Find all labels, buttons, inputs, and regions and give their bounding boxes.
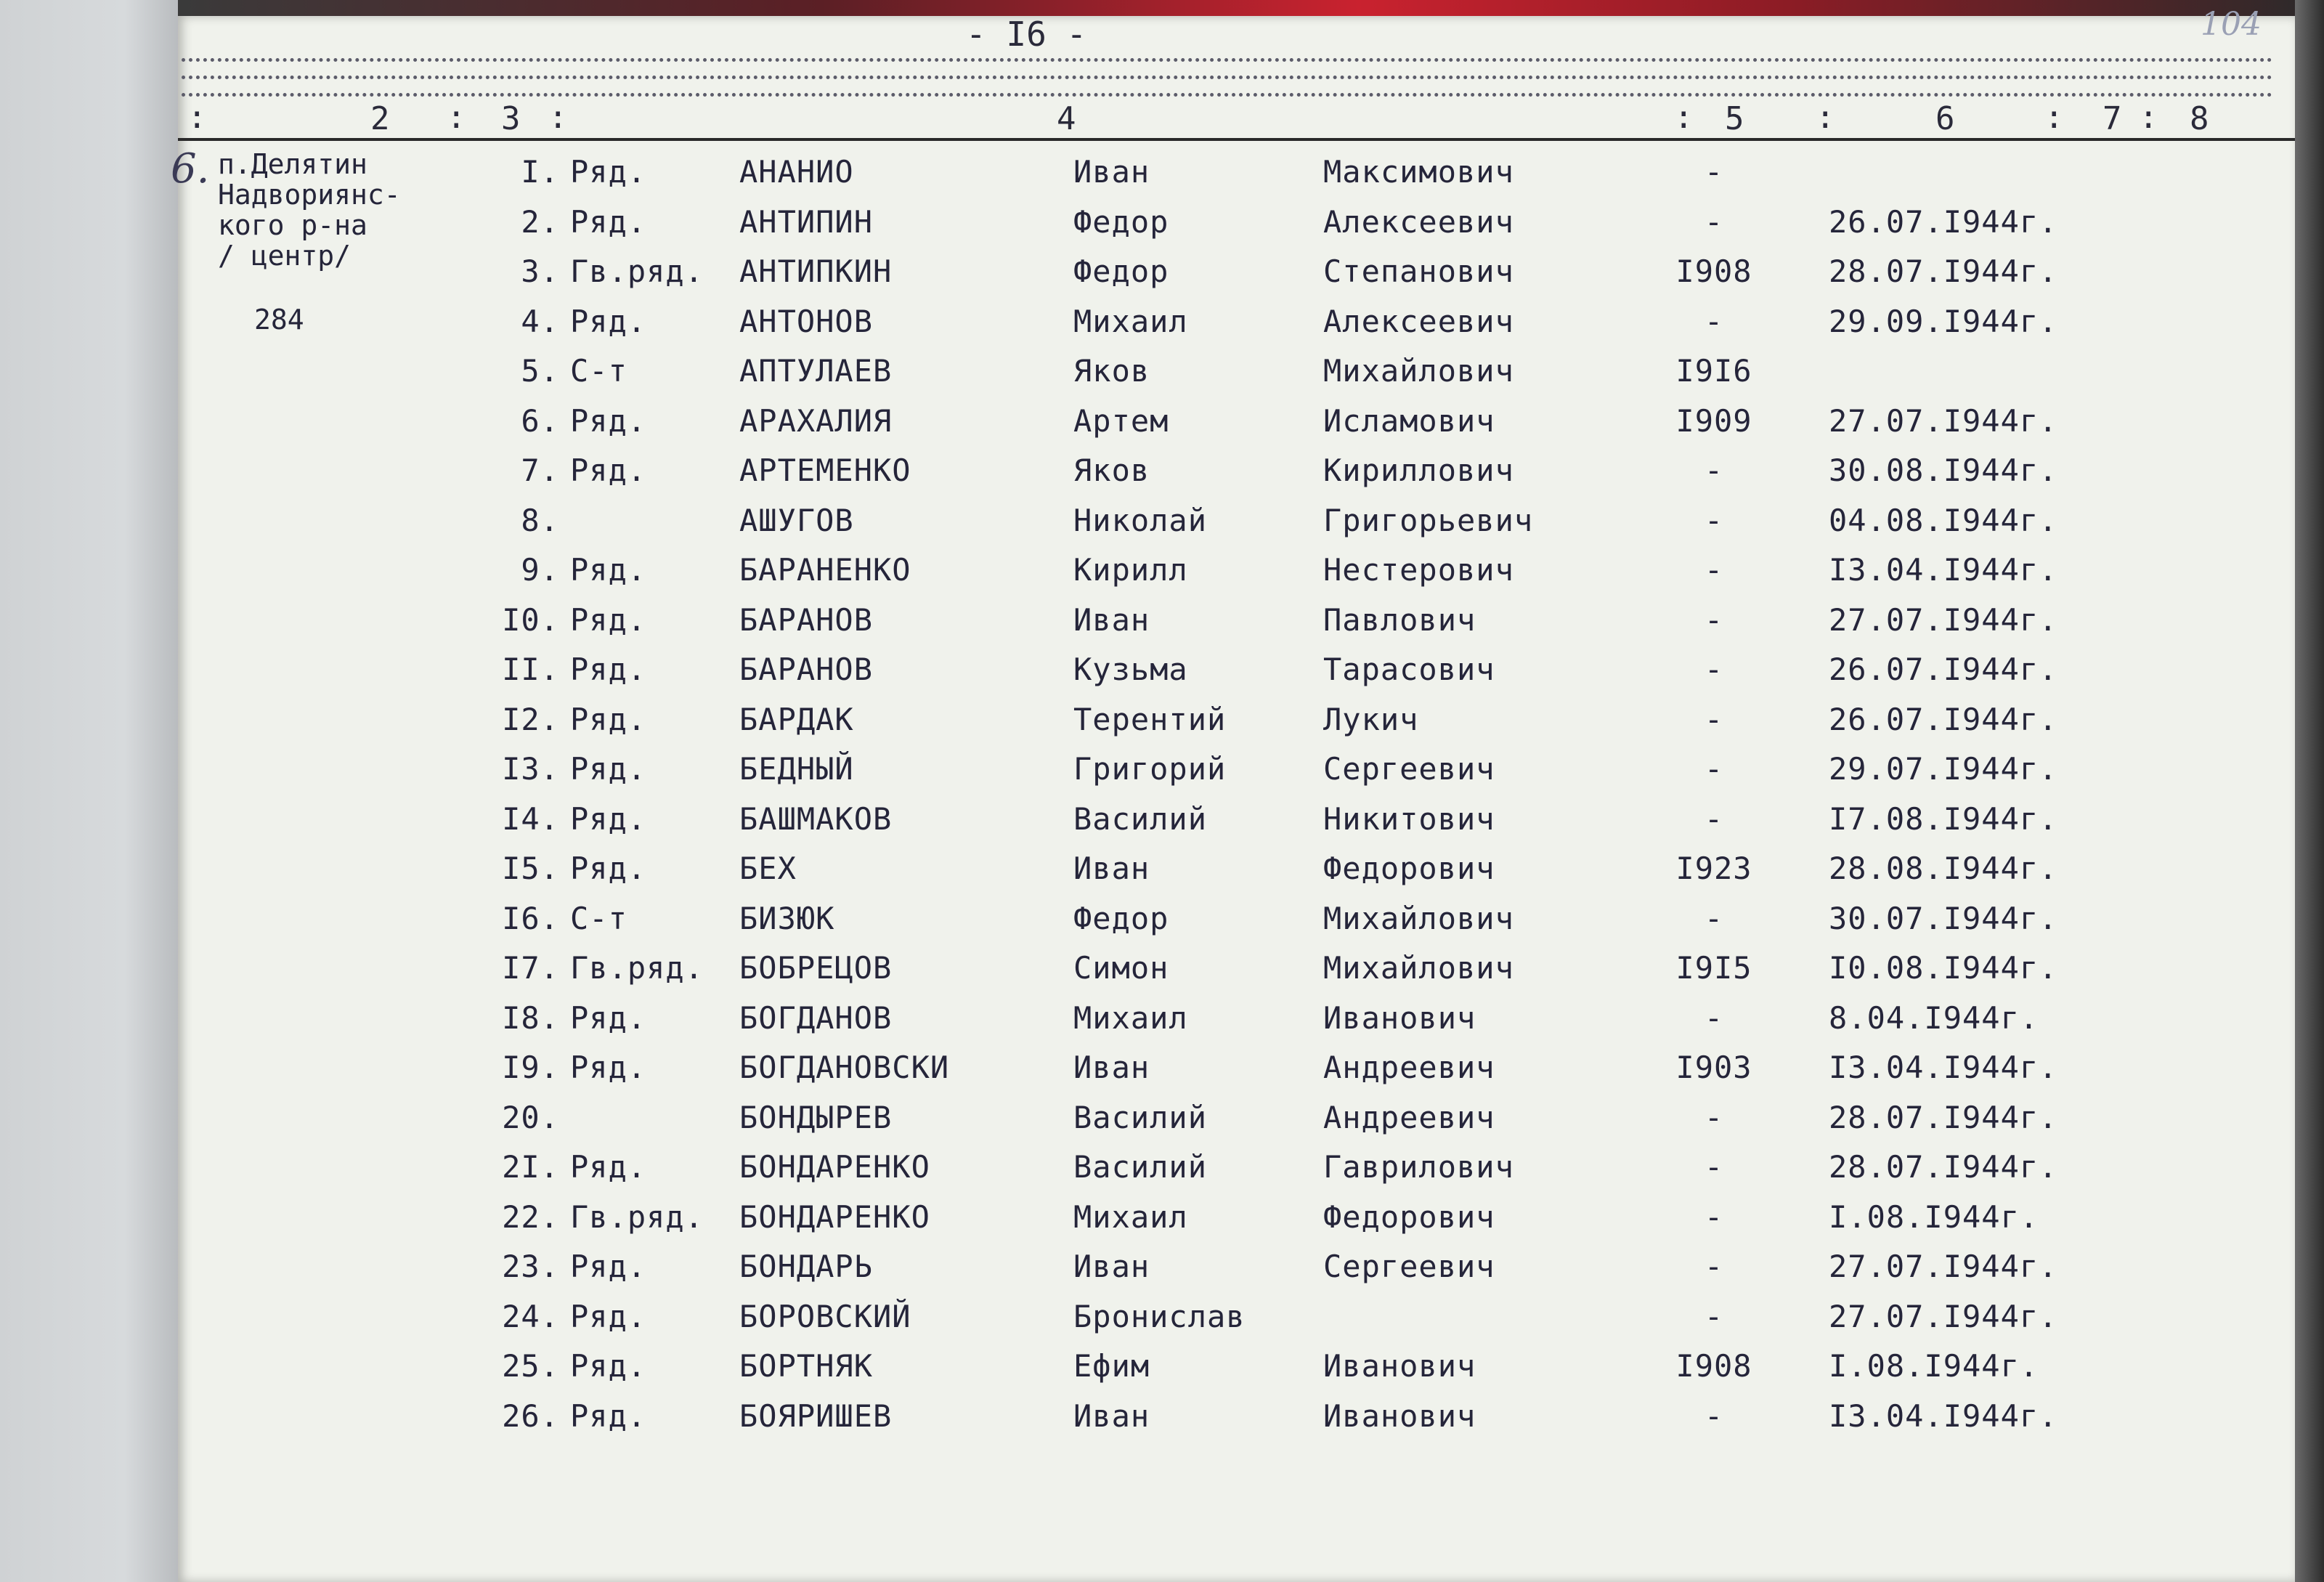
record-death-date: I7.08.I944г. xyxy=(1829,800,2058,837)
column-separator: : xyxy=(1674,99,1694,136)
record-number: I6. xyxy=(502,900,559,936)
record-number: 6. xyxy=(521,402,559,439)
record-patronymic: Алексеевич xyxy=(1323,303,1514,339)
record-first-name: Яков xyxy=(1073,453,1150,488)
record-death-date: 26.07.I944г. xyxy=(1829,701,2058,737)
record-number: 8. xyxy=(521,502,559,538)
header-rule xyxy=(178,138,2295,141)
record-number: 9. xyxy=(521,552,559,588)
record-number: I3. xyxy=(502,751,559,787)
record-rank: Ряд. xyxy=(570,1249,647,1284)
record-rank: Ряд. xyxy=(570,701,647,737)
table-row xyxy=(0,1000,2295,1050)
record-birth-year: I908 xyxy=(1675,253,1752,289)
record-patronymic: Степанович xyxy=(1323,253,1514,289)
record-surname: БЕХ xyxy=(739,851,797,886)
column-separator: : xyxy=(2044,99,2064,136)
record-first-name: Иван xyxy=(1073,1249,1150,1284)
record-patronymic: Сергеевич xyxy=(1323,751,1495,787)
record-first-name: Кузьма xyxy=(1073,652,1188,687)
record-surname: АРТЕМЕНКО xyxy=(739,453,911,488)
record-birth-year: I909 xyxy=(1675,402,1752,439)
record-rank: С-т xyxy=(570,353,627,389)
record-death-date: 27.07.I944г. xyxy=(1829,402,2058,439)
record-patronymic: Никитович xyxy=(1323,800,1495,837)
record-death-date: I3.04.I944г. xyxy=(1829,1398,2058,1434)
record-death-date: I3.04.I944г. xyxy=(1829,552,2058,588)
record-surname: БОРОВСКИЙ xyxy=(739,1298,911,1334)
record-rank: Гв.ряд. xyxy=(570,1198,704,1235)
record-patronymic: Григорьевич xyxy=(1323,502,1534,538)
record-number: 4. xyxy=(521,303,559,339)
record-birth-year: - xyxy=(1704,1198,1724,1235)
record-first-name: Михаил xyxy=(1073,1198,1188,1235)
record-birth-year: I908 xyxy=(1675,1348,1752,1384)
record-number: I0. xyxy=(502,601,559,638)
record-birth-year: - xyxy=(1704,502,1724,538)
record-first-name: Иван xyxy=(1073,851,1150,886)
record-patronymic: Сергеевич xyxy=(1323,1249,1495,1284)
record-surname: БОБРЕЦОВ xyxy=(739,950,893,986)
record-number: I9. xyxy=(502,1050,559,1085)
record-rank: Гв.ряд. xyxy=(570,950,704,986)
record-number: I2. xyxy=(502,701,559,737)
column-header: 5 xyxy=(1725,100,1744,137)
dotted-divider xyxy=(182,58,2273,62)
burial-place-line: Надвориянс- xyxy=(218,179,401,211)
record-birth-year: - xyxy=(1704,1099,1724,1135)
record-surname: БАРАНЕНКО xyxy=(739,552,911,588)
record-number: 20. xyxy=(502,1099,559,1135)
record-rank: Ряд. xyxy=(570,1050,647,1085)
table-row xyxy=(0,453,2295,503)
record-patronymic: Павлович xyxy=(1323,601,1476,638)
record-death-date: 27.07.I944г. xyxy=(1829,1249,2058,1284)
burial-place-line: п.Делятин xyxy=(218,148,367,180)
record-rank: Ряд. xyxy=(570,800,647,837)
record-surname: БОНДАРЬ xyxy=(739,1249,874,1284)
record-rank: Ряд. xyxy=(570,154,647,190)
record-patronymic: Алексеевич xyxy=(1323,203,1514,240)
table-row xyxy=(0,1249,2295,1299)
record-surname: БОЯРИШЕВ xyxy=(739,1398,893,1434)
record-birth-year: I923 xyxy=(1675,851,1752,886)
record-rank: Ряд. xyxy=(570,402,647,439)
burial-place-line: кого р-на xyxy=(218,209,367,241)
record-patronymic: Федорович xyxy=(1323,851,1495,886)
record-number: 7. xyxy=(521,453,559,488)
record-first-name: Михаил xyxy=(1073,999,1188,1036)
column-header: 2 xyxy=(370,100,390,137)
record-surname: БОРТНЯК xyxy=(739,1348,874,1384)
record-patronymic: Михайлович xyxy=(1323,950,1514,986)
record-first-name: Николай xyxy=(1073,502,1208,538)
record-birth-year: - xyxy=(1704,1249,1724,1284)
record-number: 5. xyxy=(521,353,559,389)
record-number: I7. xyxy=(502,950,559,986)
table-row xyxy=(0,602,2295,652)
burial-place-line: / центр/ xyxy=(218,240,352,272)
column-header: 3 xyxy=(501,100,521,137)
table-row xyxy=(0,1100,2295,1150)
record-rank: Ряд. xyxy=(570,203,647,240)
record-number: 26. xyxy=(502,1398,559,1434)
column-separator: : xyxy=(447,99,466,136)
table-row xyxy=(0,1050,2295,1100)
record-number: I. xyxy=(521,154,559,190)
handwritten-mark: 6. xyxy=(171,145,210,192)
record-surname: БОНДЫРЕВ xyxy=(739,1099,893,1135)
record-surname: АНТОНОВ xyxy=(739,303,874,339)
record-rank: Ряд. xyxy=(570,851,647,886)
table-row xyxy=(0,353,2295,403)
record-first-name: Кирилл xyxy=(1073,552,1188,588)
record-birth-year: - xyxy=(1704,1149,1724,1185)
column-separator: : xyxy=(548,99,568,136)
table-row xyxy=(0,652,2295,702)
record-rank: Ряд. xyxy=(570,652,647,687)
record-first-name: Иван xyxy=(1073,601,1150,638)
dotted-divider xyxy=(182,93,2273,97)
record-birth-year: - xyxy=(1704,303,1724,339)
record-number: 2. xyxy=(521,203,559,240)
record-birth-year: I9I6 xyxy=(1675,353,1752,389)
record-birth-year: - xyxy=(1704,999,1724,1036)
record-number: II. xyxy=(502,652,559,687)
record-death-date: I0.08.I944г. xyxy=(1829,950,2058,986)
column-header: 6 xyxy=(1935,100,1955,137)
record-first-name: Яков xyxy=(1073,353,1150,389)
record-death-date: 29.07.I944г. xyxy=(1829,751,2058,787)
record-rank: Ряд. xyxy=(570,1348,647,1384)
dotted-divider xyxy=(182,76,2273,79)
record-rank: Ряд. xyxy=(570,1298,647,1334)
record-birth-year: I9I5 xyxy=(1675,950,1752,986)
record-surname: АНАНИО xyxy=(739,154,854,190)
record-death-date: 26.07.I944г. xyxy=(1829,203,2058,240)
table-row xyxy=(0,801,2295,851)
table-row xyxy=(0,1199,2295,1249)
record-first-name: Иван xyxy=(1073,154,1150,190)
record-surname: БОНДАРЕНКО xyxy=(739,1149,930,1185)
right-page-edge xyxy=(2295,0,2324,1582)
record-patronymic: Кириллович xyxy=(1323,453,1514,488)
record-patronymic: Федорович xyxy=(1323,1198,1495,1235)
record-first-name: Василий xyxy=(1073,1149,1208,1185)
table-row xyxy=(0,1348,2295,1398)
record-patronymic: Михайлович xyxy=(1323,353,1514,389)
record-surname: АРАХАЛИЯ xyxy=(739,402,893,439)
column-header: 7 xyxy=(2102,100,2122,137)
record-patronymic: Лукич xyxy=(1323,701,1419,737)
record-surname: АНТИПИН xyxy=(739,203,874,240)
record-birth-year: I903 xyxy=(1675,1050,1752,1085)
record-first-name: Бронислав xyxy=(1073,1298,1246,1334)
record-death-date: 04.08.I944г. xyxy=(1829,502,2058,538)
record-death-date: I.08.I944г. xyxy=(1829,1348,2039,1384)
record-rank: Ряд. xyxy=(570,601,647,638)
record-number: I5. xyxy=(502,851,559,886)
record-birth-year: - xyxy=(1704,1298,1724,1334)
column-separator: : xyxy=(1816,99,1835,136)
record-birth-year: - xyxy=(1704,154,1724,190)
record-rank: Ряд. xyxy=(570,552,647,588)
record-rank: Ряд. xyxy=(570,1149,647,1185)
record-number: I8. xyxy=(502,999,559,1036)
record-surname: БАРДАК xyxy=(739,701,854,737)
record-death-date: 30.08.I944г. xyxy=(1829,453,2058,488)
table-row xyxy=(0,552,2295,602)
record-patronymic: Иванович xyxy=(1323,1398,1476,1434)
record-death-date: 29.09.I944г. xyxy=(1829,303,2058,339)
record-surname: БЕДНЫЙ xyxy=(739,751,854,787)
record-patronymic: Тарасович xyxy=(1323,652,1495,687)
record-rank: Ряд. xyxy=(570,453,647,488)
record-death-date: I.08.I944г. xyxy=(1829,1198,2039,1235)
record-patronymic: Исламович xyxy=(1323,402,1495,439)
record-rank: Ряд. xyxy=(570,999,647,1036)
record-birth-year: - xyxy=(1704,652,1724,687)
record-birth-year: - xyxy=(1704,601,1724,638)
record-death-date: 28.08.I944г. xyxy=(1829,851,2058,886)
record-first-name: Григорий xyxy=(1073,751,1227,787)
record-patronymic: Андреевич xyxy=(1323,1099,1495,1135)
record-number: 24. xyxy=(502,1298,559,1334)
table-row xyxy=(0,751,2295,801)
record-death-date: 30.07.I944г. xyxy=(1829,900,2058,936)
record-surname: БАШМАКОВ xyxy=(739,800,893,837)
record-birth-year: - xyxy=(1704,1398,1724,1434)
table-row xyxy=(0,1299,2295,1349)
record-surname: АНТИПКИН xyxy=(739,253,893,289)
record-number: 22. xyxy=(502,1198,559,1235)
top-binding-strip xyxy=(178,0,2324,16)
record-patronymic: Михайлович xyxy=(1323,900,1514,936)
record-patronymic: Андреевич xyxy=(1323,1050,1495,1085)
table-row xyxy=(0,1149,2295,1199)
table-row xyxy=(0,950,2295,1000)
record-first-name: Ефим xyxy=(1073,1348,1150,1384)
record-birth-year: - xyxy=(1704,552,1724,588)
table-row xyxy=(0,154,2295,204)
record-birth-year: - xyxy=(1704,453,1724,488)
record-number: 25. xyxy=(502,1348,559,1384)
record-number: 23. xyxy=(502,1249,559,1284)
record-rank: Ряд. xyxy=(570,751,647,787)
record-first-name: Василий xyxy=(1073,800,1208,837)
column-header: 8 xyxy=(2190,100,2209,137)
record-first-name: Артем xyxy=(1073,402,1169,439)
records-table xyxy=(0,154,2295,1448)
record-first-name: Василий xyxy=(1073,1099,1208,1135)
record-patronymic: Иванович xyxy=(1323,999,1476,1036)
record-birth-year: - xyxy=(1704,751,1724,787)
record-patronymic: Нестерович xyxy=(1323,552,1514,588)
burial-place-code: 284 xyxy=(254,304,304,336)
record-death-date: 8.04.I944г. xyxy=(1829,999,2039,1036)
record-surname: БАРАНОВ xyxy=(739,652,874,687)
record-birth-year: - xyxy=(1704,701,1724,737)
record-surname: БОГДАНОВСКИ xyxy=(739,1050,950,1085)
record-first-name: Симон xyxy=(1073,950,1169,986)
record-rank: С-т xyxy=(570,900,627,936)
table-row xyxy=(0,1398,2295,1448)
record-number: I4. xyxy=(502,800,559,837)
record-first-name: Иван xyxy=(1073,1398,1150,1434)
record-first-name: Михаил xyxy=(1073,303,1188,339)
record-death-date: 28.07.I944г. xyxy=(1829,1149,2058,1185)
record-birth-year: - xyxy=(1704,800,1724,837)
table-row xyxy=(0,253,2295,304)
record-death-date: 27.07.I944г. xyxy=(1829,1298,2058,1334)
record-first-name: Федор xyxy=(1073,900,1169,936)
record-surname: АШУГОВ xyxy=(739,502,854,538)
record-surname: БОГДАНОВ xyxy=(739,999,893,1036)
record-first-name: Терентий xyxy=(1073,701,1227,737)
page-number: - I6 - xyxy=(966,15,1087,54)
record-rank: Ряд. xyxy=(570,303,647,339)
record-patronymic: Максимович xyxy=(1323,154,1514,190)
record-death-date: 28.07.I944г. xyxy=(1829,253,2058,289)
column-separator: : xyxy=(2139,99,2158,136)
table-row xyxy=(0,503,2295,553)
archive-folio-number: 104 xyxy=(2201,6,2262,43)
record-first-name: Иван xyxy=(1073,1050,1150,1085)
table-row xyxy=(0,204,2295,254)
record-surname: БОНДАРЕНКО xyxy=(739,1198,930,1235)
record-death-date: 28.07.I944г. xyxy=(1829,1099,2058,1135)
record-death-date: 27.07.I944г. xyxy=(1829,601,2058,638)
column-header: 4 xyxy=(1057,100,1076,137)
record-birth-year: - xyxy=(1704,203,1724,240)
table-row xyxy=(0,702,2295,752)
table-row xyxy=(0,304,2295,354)
record-number: 3. xyxy=(521,253,559,289)
record-death-date: 26.07.I944г. xyxy=(1829,652,2058,687)
table-row xyxy=(0,403,2295,453)
record-surname: БАРАНОВ xyxy=(739,601,874,638)
record-birth-year: - xyxy=(1704,900,1724,936)
record-number: 2I. xyxy=(502,1149,559,1185)
table-row xyxy=(0,851,2295,901)
record-death-date: I3.04.I944г. xyxy=(1829,1050,2058,1085)
record-rank: Ряд. xyxy=(570,1398,647,1434)
record-patronymic: Иванович xyxy=(1323,1348,1476,1384)
record-rank: Гв.ряд. xyxy=(570,253,704,289)
record-first-name: Федор xyxy=(1073,253,1169,289)
table-row xyxy=(0,901,2295,951)
record-surname: БИЗЮК xyxy=(739,900,835,936)
column-separator: : xyxy=(187,99,207,136)
record-surname: АПТУЛАЕВ xyxy=(739,353,893,389)
record-first-name: Федор xyxy=(1073,203,1169,240)
record-patronymic: Гаврилович xyxy=(1323,1149,1514,1185)
